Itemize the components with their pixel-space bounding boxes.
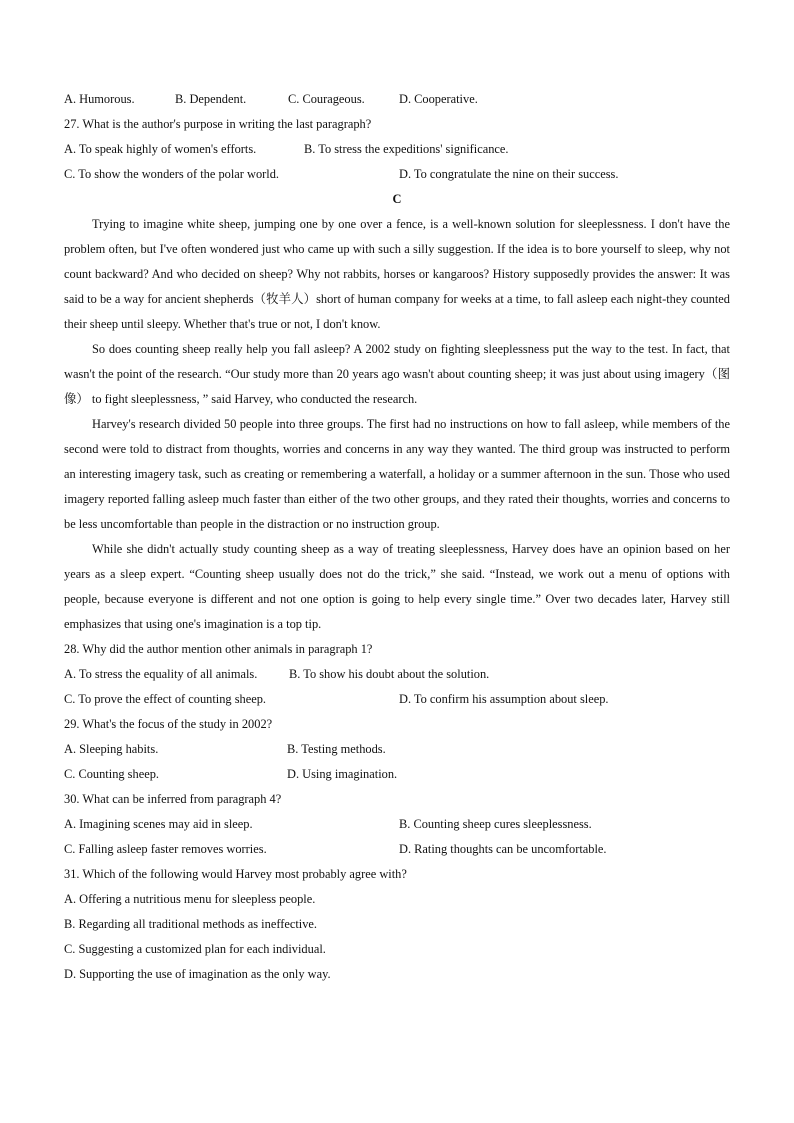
q29-option-c[interactable]: C. Counting sheep. [64, 767, 159, 781]
q29-options-row-1 [64, 737, 730, 762]
q28-option-c[interactable]: C. To prove the effect of counting sheep. [64, 692, 267, 706]
q28-option-a[interactable]: A. To stress the equality of all animals. [64, 667, 258, 681]
q30-option-b[interactable]: B. Counting sheep cures sleeplessness. [399, 817, 592, 831]
q27-option-b[interactable]: B. To stress the expeditions' significance. [304, 142, 509, 156]
q27-options-row-1 [64, 137, 730, 162]
q31-option-b[interactable]: B. Regarding all traditional methods as ineffective. [64, 917, 318, 931]
q26-option-d[interactable]: D. Cooperative. [399, 92, 478, 106]
q28-option-b[interactable]: B. To show his doubt about the solution. [289, 667, 490, 681]
q28-option-d[interactable]: D. To confirm his assumption about sleep. [399, 692, 609, 706]
q28-options-row-2 [64, 687, 730, 712]
q29-option-a[interactable]: A. Sleeping habits. [64, 742, 159, 756]
q27-options-row-2 [64, 162, 730, 187]
q30-option-d[interactable]: D. Rating thoughts can be uncomfortable. [399, 842, 607, 856]
q30-stem: 30. What can be inferred from paragraph 4? [64, 792, 282, 806]
q26-option-b[interactable]: B. Dependent. [175, 92, 247, 106]
q31-option-a[interactable]: A. Offering a nutritious menu for sleepless people. [64, 892, 316, 906]
q26-option-c[interactable]: C. Courageous. [288, 92, 365, 106]
q30-options-row-1 [64, 812, 730, 837]
q27-stem: 27. What is the author's purpose in writing the last paragraph? [64, 117, 372, 131]
q27-option-d[interactable]: D. To congratulate the nine on their success. [399, 167, 619, 181]
q29-stem: 29. What's the focus of the study in 2002? [64, 717, 273, 731]
q27-option-a[interactable]: A. To speak highly of women's efforts. [64, 142, 257, 156]
q29-option-d[interactable]: D. Using imagination. [287, 767, 398, 781]
q29-option-b[interactable]: B. Testing methods. [287, 742, 386, 756]
q31-stem: 31. Which of the following would Harvey most probably agree with? [64, 867, 407, 881]
passage-paragraph-2: So does counting sheep really help you fall asleep? A 2002 study on fighting sleeplessness put the way to the test. In fact, that wasn't the point of the research. “Our study more than 20 years ago wasn't about counting sheep; it was just about using imagery（图像） to fight sleeplessness, ” said Harvey, who conducted the research. [64, 342, 730, 406]
q30-option-c[interactable]: C. Falling asleep faster removes worries. [64, 842, 267, 856]
q31-option-c[interactable]: C. Suggesting a customized plan for each individual. [64, 942, 326, 956]
exam-page [64, 87, 730, 987]
q28-options-row-1 [64, 662, 730, 687]
q31-option-d[interactable]: D. Supporting the use of imagination as the only way. [64, 967, 331, 981]
q26-options-row [64, 87, 730, 112]
q27-option-c[interactable]: C. To show the wonders of the polar world. [64, 167, 280, 181]
passage-paragraph-1: Trying to imagine white sheep, jumping one by one over a fence, is a well-known solution for sleeplessness. I don't have the problem often, but I've often wondered just who came up with such a silly suggestion. If the idea is to bore yourself to sleep, why not count backward? And who decided on sheep? Why not rabbits, horses or kangaroos? History supposedly provides the answer: It was said to be a way for ancient shepherds（牧羊人）short of human company for weeks at a time, to fall asleep each night-they counted their sheep until sleepy. Whether that's true or not, I don't know. [64, 217, 730, 331]
q30-option-a[interactable]: A. Imagining scenes may aid in sleep. [64, 817, 253, 831]
q28-stem: 28. Why did the author mention other animals in paragraph 1? [64, 642, 373, 656]
section-title: C [392, 192, 402, 206]
passage-paragraph-3: Harvey's research divided 50 people into three groups. The first had no instructions on how to fall asleep, while members of the second were told to distract from thoughts, worries and concerns in any way they wanted. The third group was instructed to perform an interesting imagery task, such as creating or remembering a waterfall, a holiday or a summer afternoon in the sun. Those who used imagery reported falling asleep much faster than either of the two other groups, and they rated their thoughts, worries and concerns to be less uncomfortable than people in the distraction or no instruction group. [64, 417, 730, 531]
q30-options-row-2 [64, 837, 730, 862]
q29-options-row-2 [64, 762, 730, 787]
q26-option-a[interactable]: A. Humorous. [64, 92, 135, 106]
passage-paragraph-4: While she didn't actually study counting sheep as a way of treating sleeplessness, Harvey does have an opinion based on her years as a sleep expert. “Counting sheep usually does not do the trick,” she said. “Instead, we work out a menu of options with people, because everyone is different and not one option is going to help every single time.” Over two decades later, Harvey still emphasizes that using one's imagination is a top tip. [64, 542, 730, 631]
